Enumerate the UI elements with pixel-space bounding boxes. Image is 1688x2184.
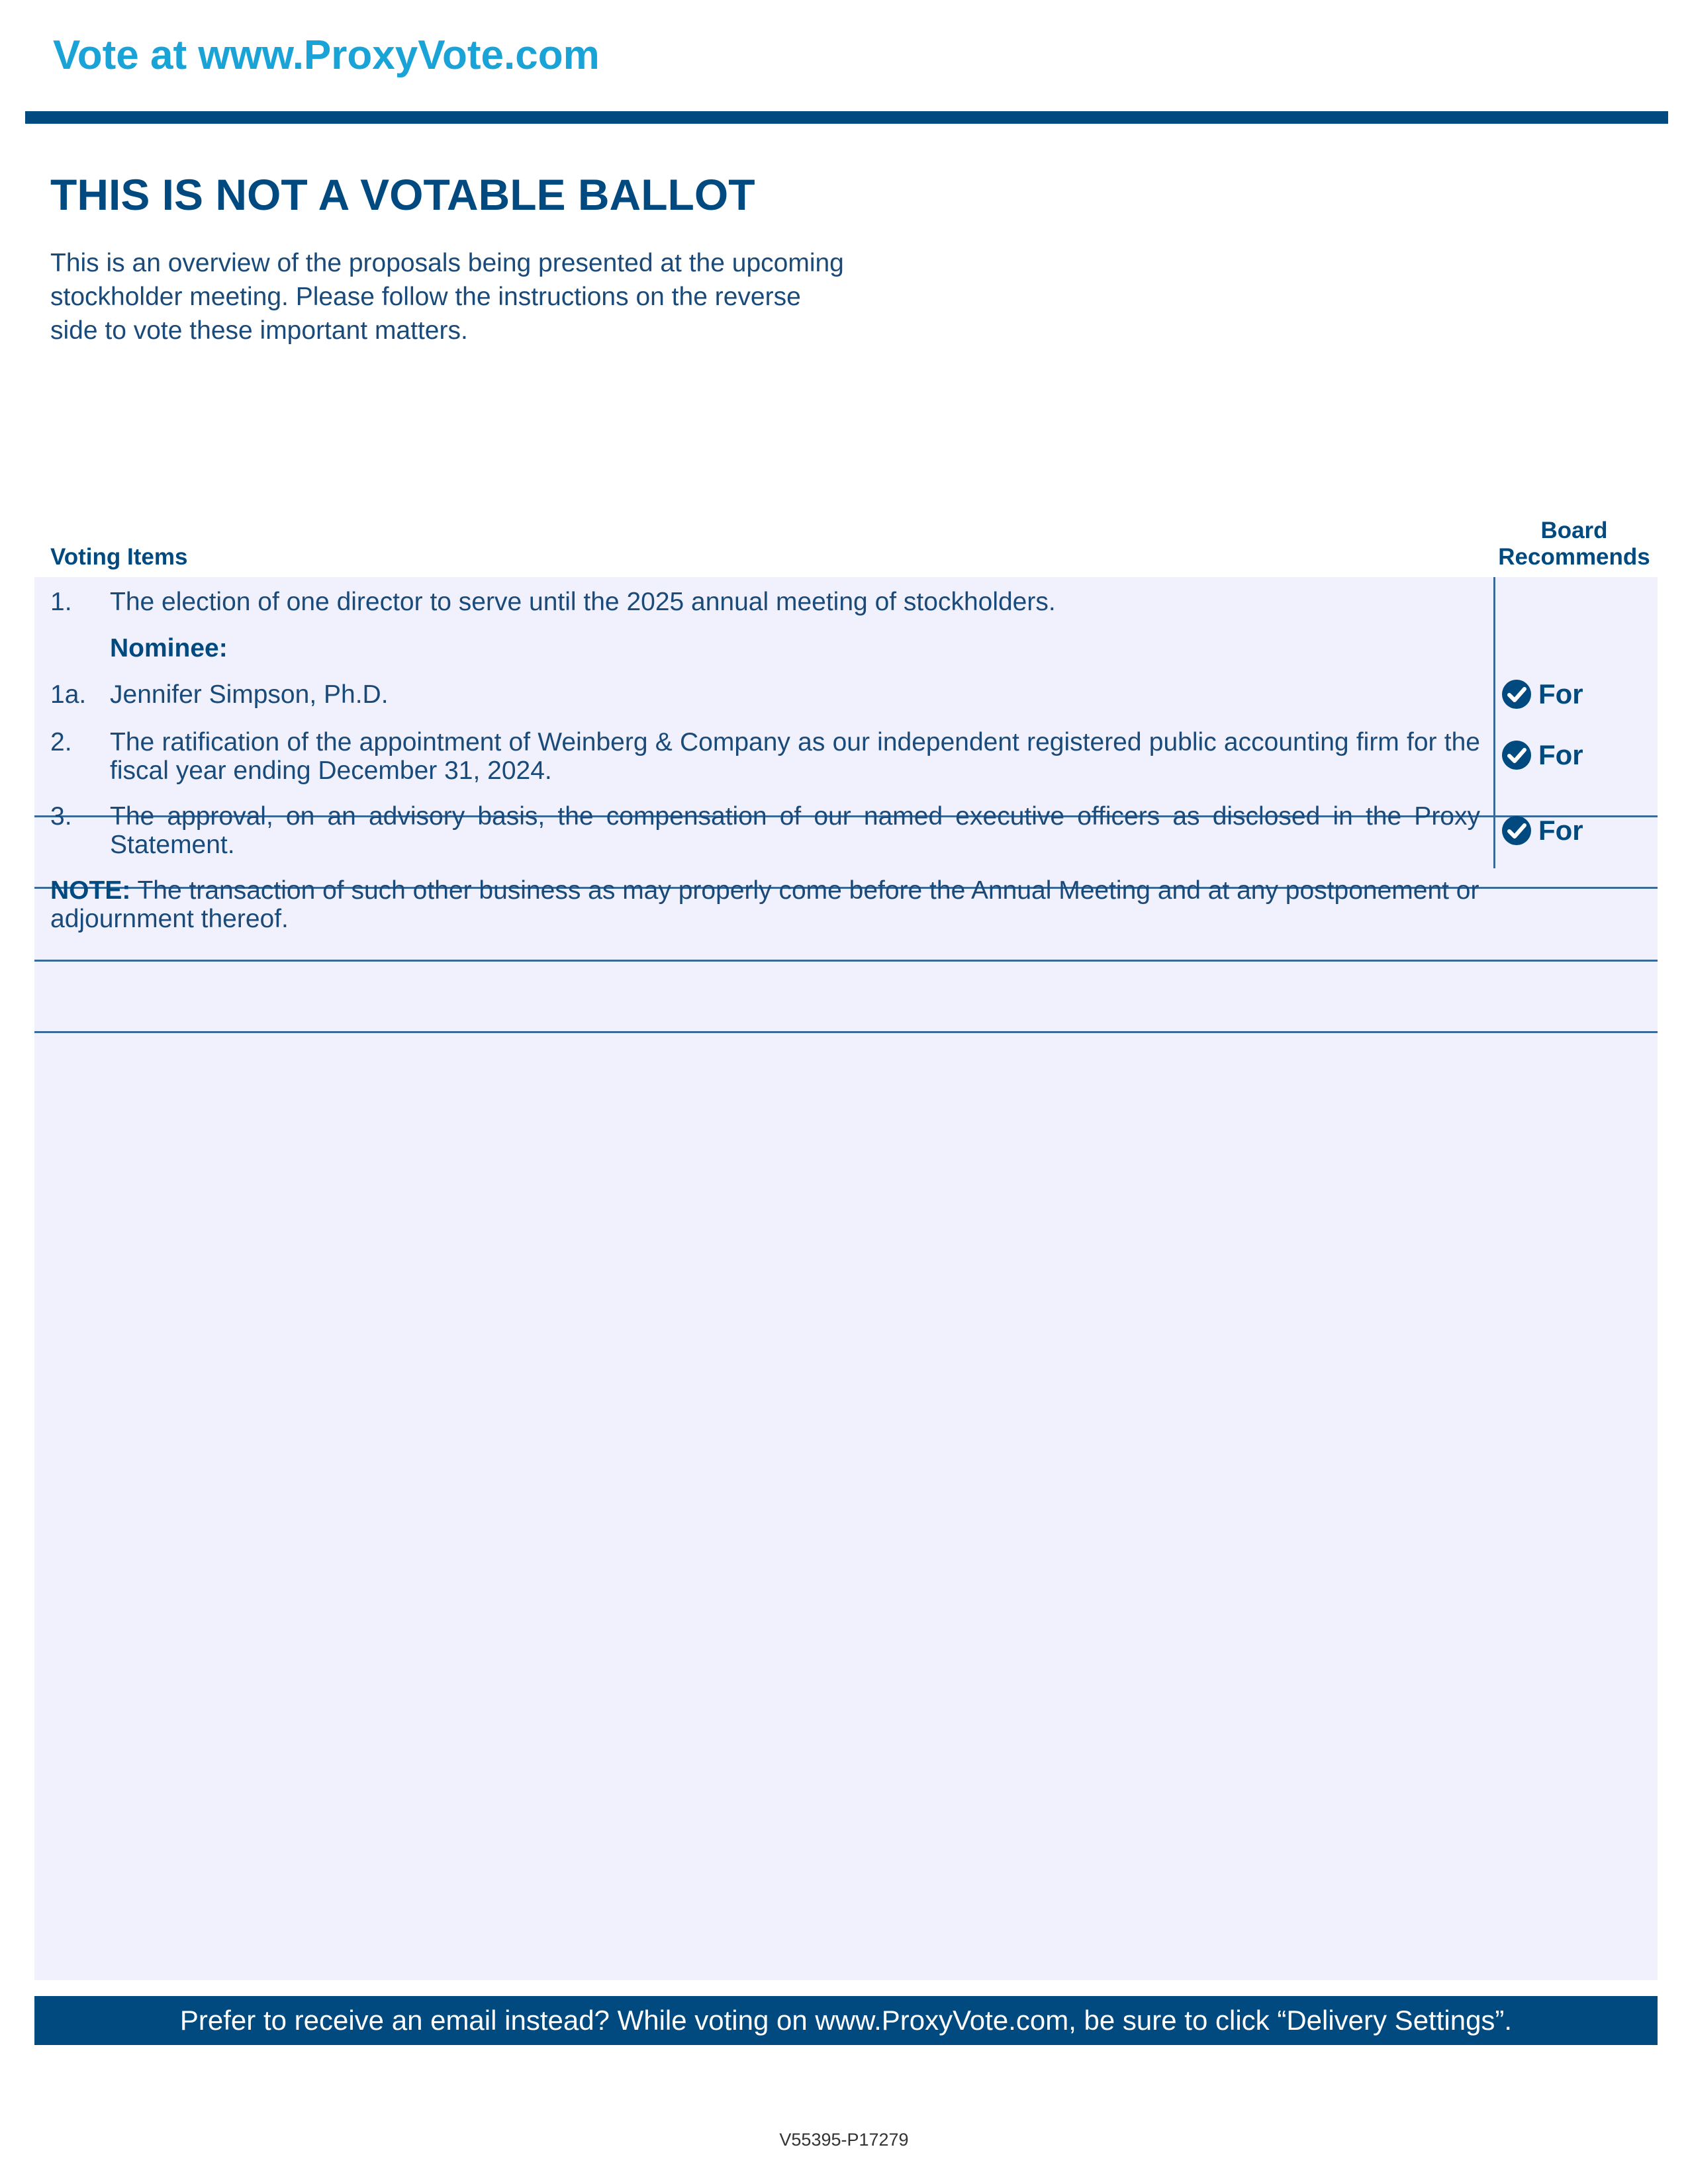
item-number: 1a. [50,680,87,709]
row-divider [34,960,1658,962]
item-number: 3. [50,802,72,831]
item-number: 1. [50,588,72,616]
page-title: THIS IS NOT A VOTABLE BALLOT [50,170,755,219]
header-divider [25,111,1668,124]
item-text: The ratification of the appointment of Weinberg & Company as our independent registered public accounting firm for the fiscal year ending December 31, 2024. [110,728,1480,785]
recommendation-label: For [1538,678,1583,709]
recommendation [1501,814,1583,847]
item-text: The election of one director to serve until the 2025 annual meeting of stockholders. [110,588,1056,616]
item-number: 2. [50,728,72,756]
check-circle-icon [1501,815,1532,846]
banner-text: Prefer to receive an email instead? While voting on www.ProxyVote.com, be sure to click “Delivery Settings”. [179,2005,1513,2036]
recommendation-label: For [1538,739,1583,770]
intro-paragraph: This is an overview of the proposals being presented at the upcoming stockholder meeting. Please follow the instructions on the reverse side to vote these important matters. [50,249,844,345]
vote-url-header: Vote at www.ProxyVote.com [53,32,600,78]
board-recommends-header [1488,518,1660,570]
recommendation-label: For [1538,815,1583,846]
nominee-label: Nominee: [110,634,228,662]
note-body: The transaction of such other business as may properly come before the Annual Meeting and at any postponement or adjournment thereof. [50,876,1479,933]
recommendation [1501,678,1583,711]
check-circle-icon [1501,740,1532,770]
nominee-name: Jennifer Simpson, Ph.D. [110,680,389,709]
column-divider [1493,577,1495,868]
check-circle-icon [1501,679,1532,709]
delivery-settings-banner [34,1996,1658,2045]
board-header-line2: Recommends [1498,544,1650,570]
note-label: NOTE: [50,876,131,905]
job-code: V55395-P17279 [779,2130,909,2150]
board-header-line1: Board [1540,518,1608,543]
row-divider [34,1031,1658,1033]
voting-items-header: Voting Items [50,544,188,570]
voting-items-panel [34,577,1658,1980]
item-text: The approval, on an advisory basis, the compensation of our named executive officers as disclosed in the Proxy Statement. [110,802,1480,859]
note-text [50,876,1493,933]
recommendation [1501,739,1583,772]
